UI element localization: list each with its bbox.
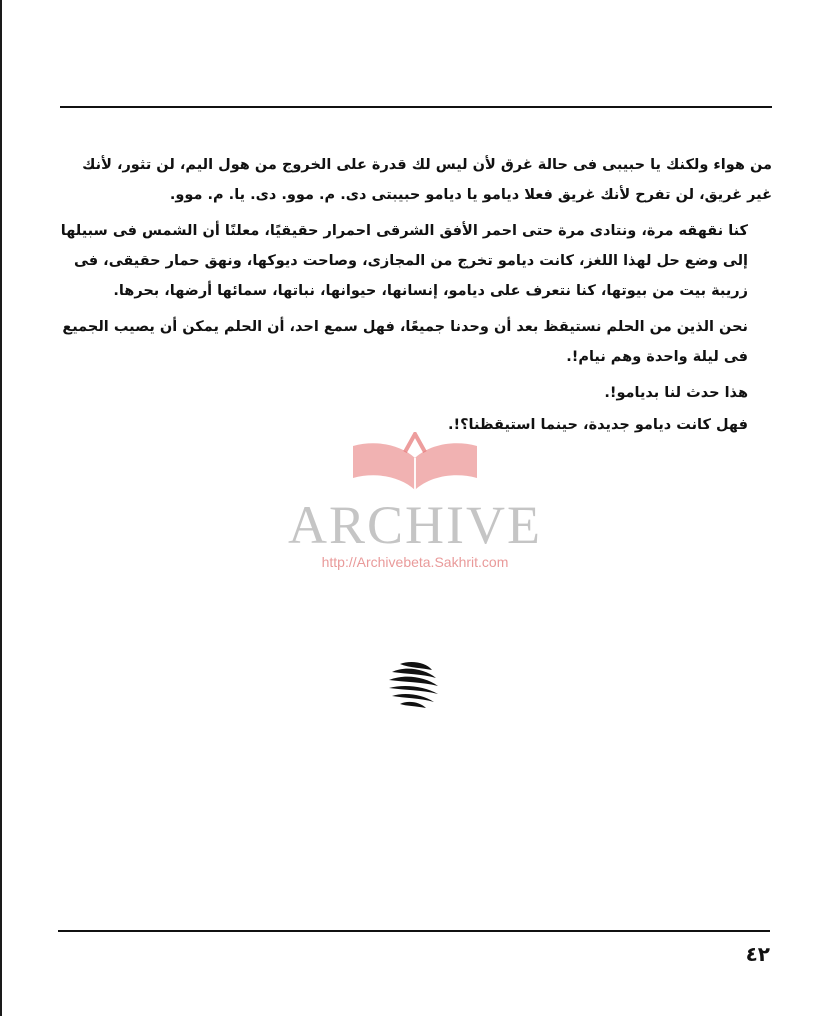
paragraph-3: نحن الذين من الحلم نستيقظ بعد أن وحدنا جميعًا، فهل سمع احد، أن الحلم يمكن أن يصيب الجميع فى ليلة واحدة وهم نيام!. [62, 319, 748, 365]
paragraph-1: من هواء ولكنك يا حبيبى فى حالة غرق لأن ليس لك قدرة على الخروج من هول اليم، لن تثور، لأنك غير غريق، لن تفرح لأنك غريق فعلا ديامو يا ديامو حبيبتى دى. م. موو. دى. يا. م. موو. [82, 157, 772, 203]
bottom-rule [58, 930, 770, 932]
body-text [60, 150, 772, 442]
page-number: ٤٢ [745, 942, 770, 966]
wave-sphere-ornament-icon [386, 658, 440, 710]
page-edge [0, 0, 2, 1016]
paragraph-2: كنا نقهقه مرة، ونتادى مرة حتى احمر الأفق الشرقى احمرار حقيقيًا، معلنًا أن الشمس فى سبيلها إلى وضع حل لهذا اللغز، كانت ديامو تخرج من المجازى، وصاحت ديوكها، ونهق حمار حقيقى، فى زريبة بيت من بيوتها، كنا نتعرف على ديامو، إنسانها، حيوانها، نباتها، سمائها أرضها، بحرها. [60, 223, 748, 299]
watermark-title: ARCHIVE [288, 495, 542, 555]
paragraph-4: هذا حدث لنا بديامو!. [604, 385, 748, 401]
paragraph-5: فهل كانت ديامو جديدة، حينما استيقظنا؟!. [447, 417, 748, 433]
watermark-url: http://Archivebeta.Sakhrit.com [321, 554, 509, 570]
archive-watermark [270, 432, 560, 582]
top-rule [60, 106, 772, 108]
